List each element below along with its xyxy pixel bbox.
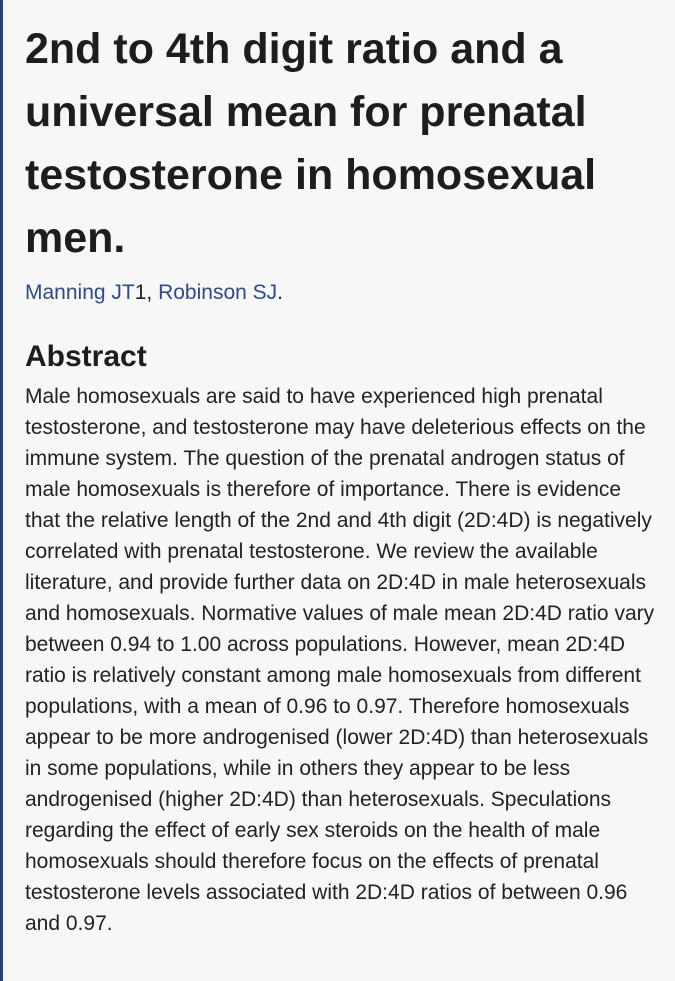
author-affiliation: 1 — [134, 281, 147, 304]
abstract-text: Male homosexuals are said to have experienced high prenatal testosterone, and testosterone may have deleterious effects on the immune system. The question of the prenatal androgen status of male homosexuals is therefore of importance. There is evidence that the relative length of the 2nd and 4th digit (2D:4D) is negatively correlated with prenatal testosterone. We review the available literature, and provide further data on 2D:4D in male heterosexuals and homosexuals. Normative values of male mean 2D:4D ratio vary between 0.94 to 1.00 across populations. However, mean 2D:4D ratio is relatively constant among male homosexuals from different populations, with a mean of 0.96 to 0.97. Therefore homosexuals appear to be more androgenised (lower 2D:4D) than heterosexuals in some populations, while in others they appear to be less androgenised (higher 2D:4D) than heterosexuals. Speculations regarding the effect of early sex steroids on the health of male homosexuals should therefore focus on the effects of prenatal testosterone levels associated with 2D:4D ratios of between 0.96 and 0.97. — [25, 385, 655, 935]
article-title: 2nd to 4th digit ratio and a universal mean for prenatal testosterone in homosexual men. — [25, 25, 597, 262]
author-list — [25, 280, 665, 306]
author-link-robinson[interactable]: Robinson SJ — [158, 281, 278, 304]
left-accent-bar — [0, 0, 3, 981]
author-list-end: . — [277, 281, 283, 304]
abstract-heading: Abstract — [25, 340, 147, 373]
author-link-manning[interactable]: Manning JT — [25, 281, 135, 304]
article-content — [25, 18, 665, 939]
author-separator: , — [146, 281, 159, 304]
